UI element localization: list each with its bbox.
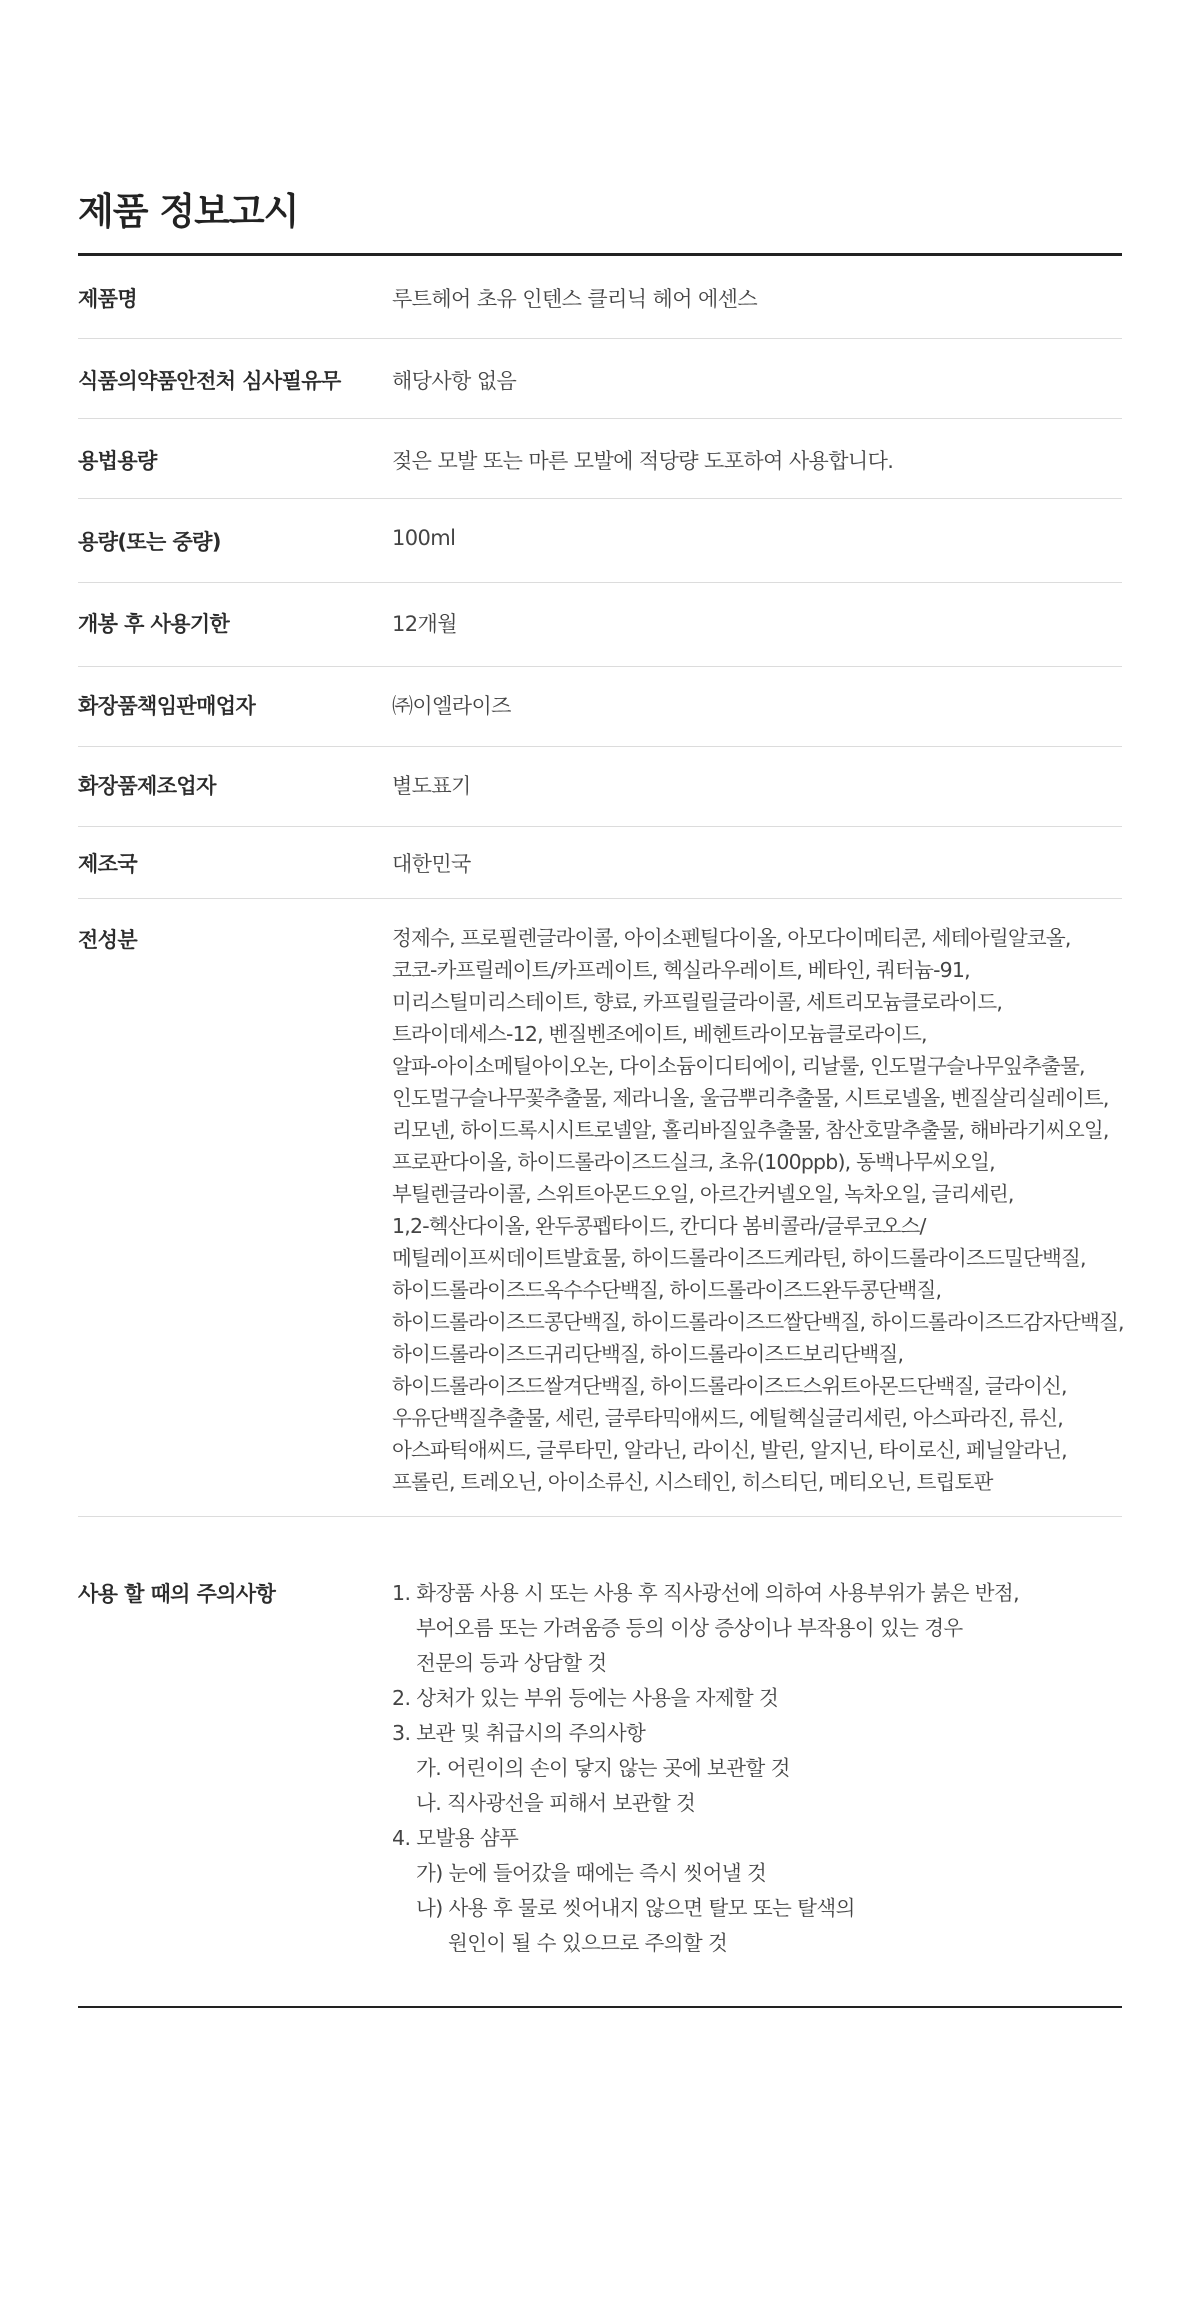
row-value: 별도표기 [392, 774, 471, 798]
info-row-mfds-review [78, 338, 1122, 419]
info-row-distributor [78, 666, 1122, 747]
info-row-expiry [78, 582, 1122, 667]
ingredients-line: 하이드롤라이즈드콩단백질, 하이드롤라이즈드쌀단백질, 하이드롤라이즈드감자단백질, [392, 1310, 1124, 1334]
ingredients-line: 인도멀구슬나무꽃추출물, 제라니올, 울금뿌리추출물, 시트로넬올, 벤질살리실레이트, [392, 1086, 1109, 1110]
caution-line: 1. 화장품 사용 시 또는 사용 후 직사광선에 의하여 사용부위가 붉은 반점, [392, 1581, 1020, 1605]
caution-line: 가) 눈에 들어갔을 때에는 즉시 씻어낼 것 [416, 1861, 767, 1885]
caution-line: 전문의 등과 상담할 것 [416, 1651, 607, 1675]
caution-line: 나. 직사광선을 피해서 보관할 것 [416, 1791, 696, 1815]
ingredients-line: 리모넨, 하이드록시시트로넬알, 홀리바질잎추출물, 참산호말추출물, 해바라기씨오일, [392, 1118, 1109, 1142]
ingredients-line: 하이드롤라이즈드옥수수단백질, 하이드롤라이즈드완두콩단백질, [392, 1278, 942, 1302]
row-label: 사용 할 때의 주의사항 [78, 1582, 276, 1606]
row-label: 제품명 [78, 287, 138, 311]
ingredients-line: 프롤린, 트레오닌, 아이소류신, 시스테인, 히스티딘, 메티오닌, 트립토판 [392, 1470, 993, 1494]
info-row-volume [78, 498, 1122, 583]
ingredients-line: 부틸렌글라이콜, 스위트아몬드오일, 아르간커넬오일, 녹차오일, 글리세린, [392, 1182, 1014, 1206]
info-row-manufacturer [78, 746, 1122, 827]
ingredients-line: 하이드롤라이즈드쌀겨단백질, 하이드롤라이즈드스위트아몬드단백질, 글라이신, [392, 1374, 1067, 1398]
row-label: 전성분 [78, 928, 138, 952]
ingredients-line: 프로판다이올, 하이드롤라이즈드실크, 초유(100ppb), 동백나무씨오일, [392, 1150, 995, 1174]
info-row-product-name [78, 256, 1122, 339]
info-row-usage [78, 418, 1122, 499]
ingredients-line: 트라이데세스-12, 벤질벤조에이트, 베헨트라이모늄클로라이드, [392, 1022, 927, 1046]
caution-line: 4. 모발용 샴푸 [392, 1826, 519, 1850]
caution-line: 2. 상처가 있는 부위 등에는 사용을 자제할 것 [392, 1686, 779, 1710]
row-label: 식품의약품안전처 심사필유무 [78, 369, 341, 393]
caution-line: 가. 어린이의 손이 닿지 않는 곳에 보관할 것 [416, 1756, 790, 1780]
ingredients-line: 메틸레이프씨데이트발효물, 하이드롤라이즈드케라틴, 하이드롤라이즈드밀단백질, [392, 1246, 1086, 1270]
ingredients-list [392, 922, 1124, 1498]
caution-line: 부어오름 또는 가려움증 등의 이상 증상이나 부작용이 있는 경우 [416, 1616, 963, 1640]
ingredients-line: 아스파틱애씨드, 글루타민, 알라닌, 라이신, 발린, 알지닌, 타이로신, 페닐알라닌, [392, 1438, 1067, 1462]
info-row-cautions [78, 1516, 1122, 2008]
row-label: 제조국 [78, 852, 138, 876]
row-label: 화장품책임판매업자 [78, 694, 256, 718]
cautions-list [392, 1576, 1019, 1961]
info-row-country [78, 826, 1122, 899]
caution-line: 나) 사용 후 물로 씻어내지 않으면 탈모 또는 탈색의 [416, 1896, 855, 1920]
ingredients-line: 1,2-헥산다이올, 완두콩펩타이드, 칸디다 봄비콜라/글루코오스/ [392, 1214, 926, 1238]
row-value: ㈜이엘라이즈 [392, 694, 511, 718]
row-label: 용법용량 [78, 449, 157, 473]
row-value: 해당사항 없음 [392, 369, 517, 393]
row-value: 대한민국 [392, 852, 471, 876]
row-value: 100ml [392, 526, 456, 550]
ingredients-line: 우유단백질추출물, 세린, 글루타믹애씨드, 에틸헥실글리세린, 아스파라진, 류신, [392, 1406, 1063, 1430]
row-value: 젖은 모발 또는 마른 모발에 적당량 도포하여 사용합니다. [392, 449, 894, 473]
ingredients-line: 알파-아이소메틸아이오논, 다이소듐이디티에이, 리날룰, 인도멀구슬나무잎추출물, [392, 1054, 1085, 1078]
ingredients-line: 코코-카프릴레이트/카프레이트, 헥실라우레이트, 베타인, 쿼터늄-91, [392, 958, 970, 982]
caution-line: 원인이 될 수 있으므로 주의할 것 [448, 1931, 728, 1955]
row-label: 용량(또는 중량) [78, 530, 221, 554]
row-value: 루트헤어 초유 인텐스 클리닉 헤어 에센스 [392, 287, 758, 311]
page-title: 제품 정보고시 [78, 190, 299, 233]
caution-line: 3. 보관 및 취급시의 주의사항 [392, 1721, 646, 1745]
row-value: 12개월 [392, 612, 457, 636]
info-row-ingredients [78, 898, 1122, 1517]
ingredients-line: 정제수, 프로필렌글라이콜, 아이소펜틸다이올, 아모다이메티콘, 세테아릴알코올, [392, 926, 1071, 950]
ingredients-line: 하이드롤라이즈드귀리단백질, 하이드롤라이즈드보리단백질, [392, 1342, 904, 1366]
row-label: 개봉 후 사용기한 [78, 612, 230, 636]
ingredients-line: 미리스틸미리스테이트, 향료, 카프릴릴글라이콜, 세트리모늄클로라이드, [392, 990, 1003, 1014]
row-label: 화장품제조업자 [78, 774, 216, 798]
